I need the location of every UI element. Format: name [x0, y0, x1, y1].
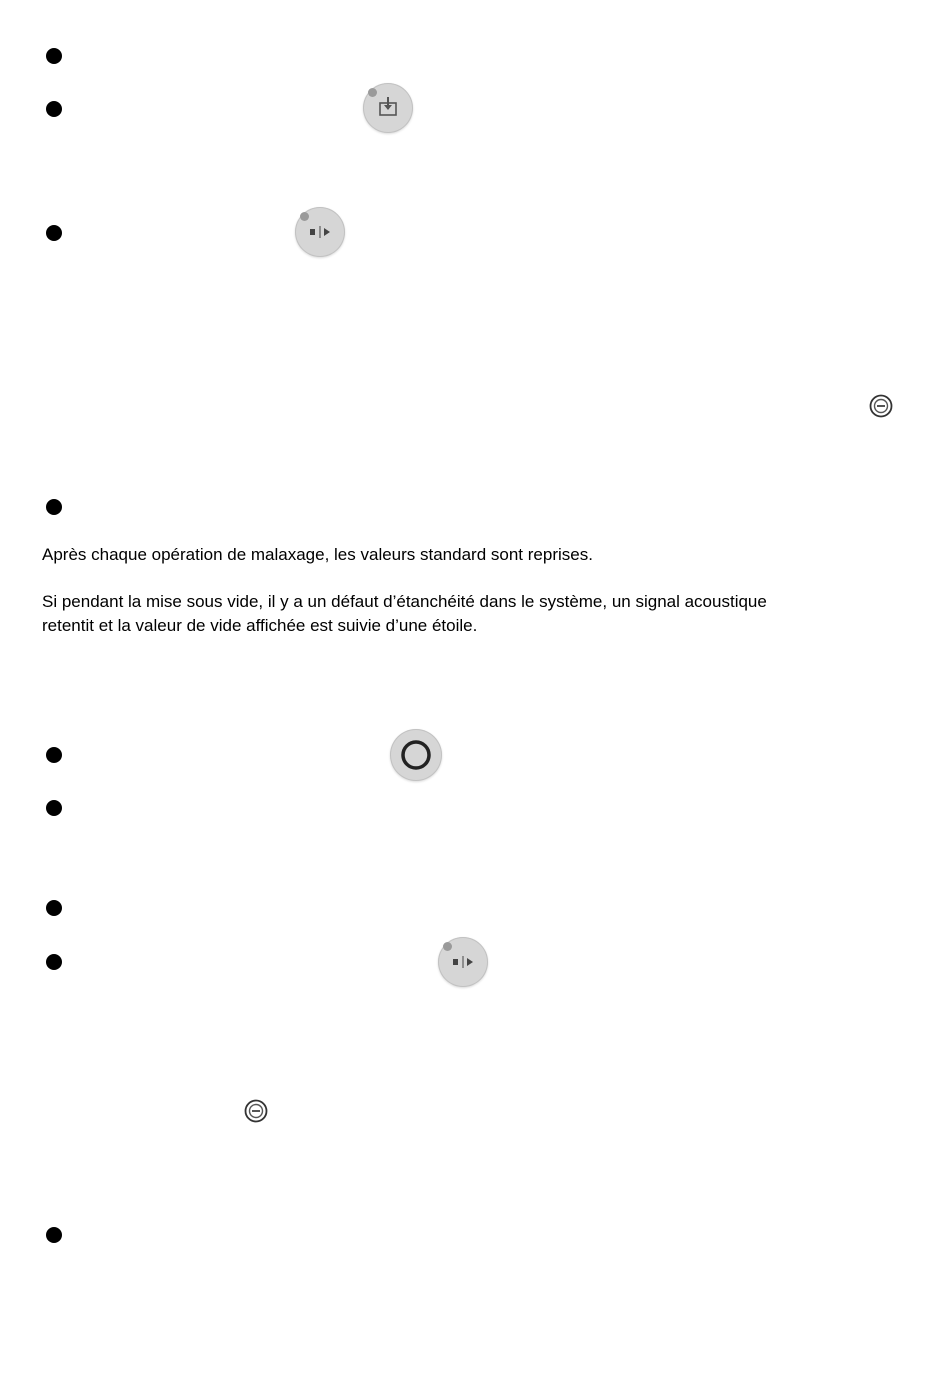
leak-text-line-1: Si pendant la mise sous vide, il y a un défaut d’étanchéité dans le système, un signal acoustique [42, 592, 767, 611]
play-pause-icon [438, 937, 488, 987]
bullet-6 [46, 800, 62, 816]
bowl-icon [363, 83, 413, 133]
play-pause-icon [295, 207, 345, 257]
bullet-7 [46, 900, 62, 916]
bullet-5 [46, 747, 62, 763]
play-pause-button-1[interactable] [295, 207, 345, 257]
bullet-4 [46, 499, 62, 515]
bullet-8 [46, 954, 62, 970]
bullet-1 [46, 48, 62, 64]
play-pause-button-2[interactable] [438, 937, 488, 987]
bullet-9 [46, 1227, 62, 1243]
vacuum-symbol-icon [868, 393, 894, 419]
bullet-2 [46, 101, 62, 117]
standard-values-text: Après chaque opération de malaxage, les valeurs standard sont reprises. [42, 545, 593, 564]
bullet-3 [46, 225, 62, 241]
circle-button[interactable] [390, 729, 442, 781]
mix-button[interactable] [363, 83, 413, 133]
vacuum-symbol-icon [243, 1098, 269, 1124]
circle-icon [390, 729, 442, 781]
leak-text-line-2: retentit et la valeur de vide affichée est suivie d’une étoile. [42, 616, 478, 635]
